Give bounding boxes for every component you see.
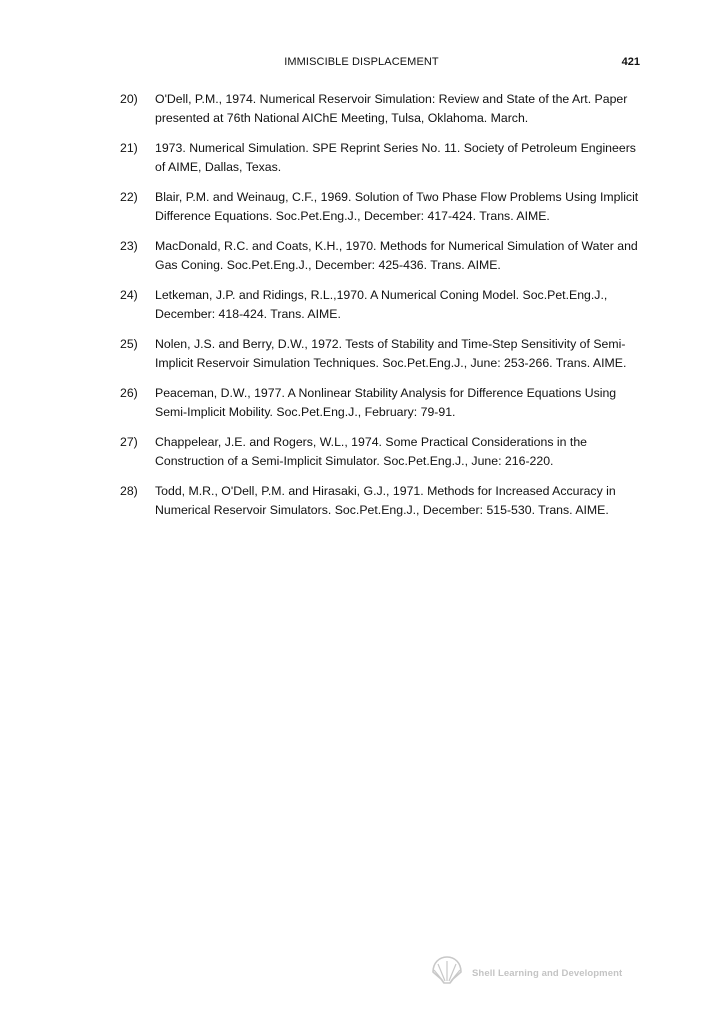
reference-item bbox=[120, 335, 640, 372]
reference-number: 26) bbox=[120, 386, 138, 400]
reference-item bbox=[120, 188, 640, 225]
reference-list bbox=[120, 90, 640, 531]
reference-number: 20) bbox=[120, 92, 138, 106]
footer-text: Shell Learning and Development bbox=[472, 967, 623, 979]
reference-text: Peaceman, D.W., 1977. A Nonlinear Stability Analysis for Difference Equations Using Semi-Implicit Mobility. Soc.Pet.Eng.J., February: 79-91. bbox=[155, 386, 617, 419]
reference-item bbox=[120, 482, 640, 519]
reference-text: Todd, M.R., O'Dell, P.M. and Hirasaki, G.J., 1971. Methods for Increased Accuracy in Numerical Reservoir Simulators. Soc.Pet.Eng.J., December: 515-530. Trans. AIME. bbox=[155, 484, 616, 517]
reference-text: MacDonald, R.C. and Coats, K.H., 1970. Methods for Numerical Simulation of Water and Gas Coning. Soc.Pet.Eng.J., December: 425-436. Trans. AIME. bbox=[155, 239, 638, 272]
reference-item bbox=[120, 237, 640, 274]
page-number: 421 bbox=[621, 56, 640, 68]
reference-number: 27) bbox=[120, 435, 138, 449]
reference-text: Blair, P.M. and Weinaug, C.F., 1969. Solution of Two Phase Flow Problems Using Implicit Difference Equations. Soc.Pet.Eng.J., December: 417-424. Trans. AIME. bbox=[155, 190, 639, 223]
reference-text: O'Dell, P.M., 1974. Numerical Reservoir Simulation: Review and State of the Art. Paper presented at 76th National AIChE Meeting, Tulsa, Oklahoma. March. bbox=[155, 92, 628, 125]
shell-logo-icon bbox=[430, 955, 464, 985]
reference-item bbox=[120, 286, 640, 323]
reference-text: Chappelear, J.E. and Rogers, W.L., 1974. Some Practical Considerations in the Construction of a Semi-Implicit Simulator. Soc.Pet.Eng.J., June: 216-220. bbox=[155, 435, 587, 468]
reference-number: 21) bbox=[120, 141, 138, 155]
reference-number: 28) bbox=[120, 484, 138, 498]
reference-number: 22) bbox=[120, 190, 138, 204]
footer-branding bbox=[430, 955, 622, 985]
reference-number: 23) bbox=[120, 239, 138, 253]
reference-item bbox=[120, 433, 640, 470]
reference-item bbox=[120, 90, 640, 127]
reference-text: 1973. Numerical Simulation. SPE Reprint Series No. 11. Society of Petroleum Engineers of AIME, Dallas, Texas. bbox=[155, 141, 636, 174]
reference-text: Nolen, J.S. and Berry, D.W., 1972. Tests of Stability and Time-Step Sensitivity of Semi-Implicit Reservoir Simulation Techniques. Soc.Pet.Eng.J., June: 253-266. Trans. AIME. bbox=[155, 337, 627, 370]
reference-number: 25) bbox=[120, 337, 138, 351]
reference-item bbox=[120, 139, 640, 176]
reference-text: Letkeman, J.P. and Ridings, R.L.,1970. A Numerical Coning Model. Soc.Pet.Eng.J., December: 418-424. Trans. AIME. bbox=[155, 288, 608, 321]
reference-item bbox=[120, 384, 640, 421]
running-title: IMMISCIBLE DISPLACEMENT bbox=[284, 56, 439, 68]
reference-number: 24) bbox=[120, 288, 138, 302]
